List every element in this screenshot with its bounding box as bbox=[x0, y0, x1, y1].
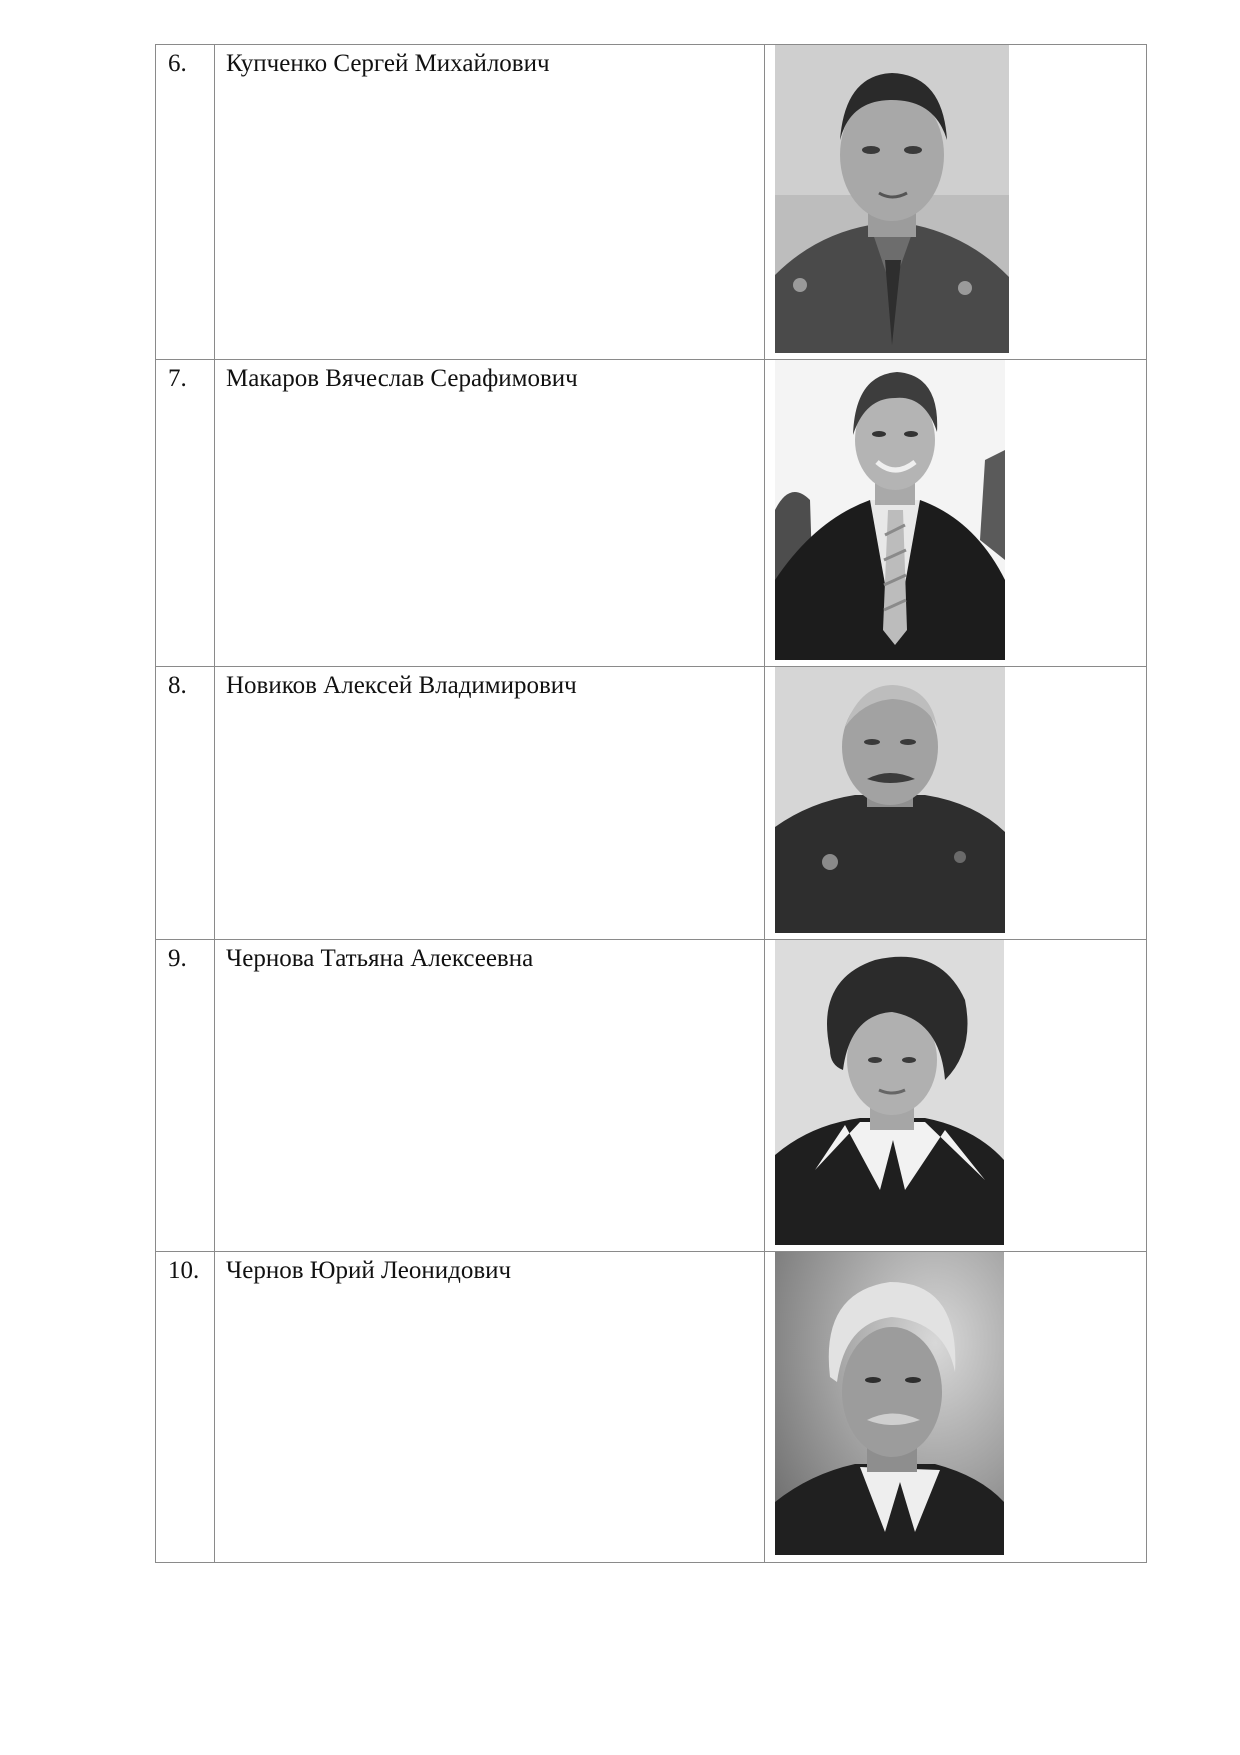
portrait-photo bbox=[775, 1252, 1004, 1555]
table-row bbox=[156, 360, 1147, 667]
photo-cell bbox=[765, 667, 1147, 940]
portrait-photo bbox=[775, 45, 1009, 353]
row-number: 8. bbox=[168, 672, 187, 699]
portrait-photo bbox=[775, 360, 1005, 660]
row-number-cell bbox=[156, 1252, 215, 1563]
person-name: Макаров Вячеслав Серафимович bbox=[226, 365, 578, 392]
table-row bbox=[156, 45, 1147, 360]
portrait-photo bbox=[775, 940, 1004, 1245]
name-cell bbox=[215, 360, 765, 667]
row-number-cell bbox=[156, 667, 215, 940]
row-number-cell bbox=[156, 360, 215, 667]
table-row bbox=[156, 1252, 1147, 1563]
people-table bbox=[155, 44, 1147, 1563]
name-cell bbox=[215, 1252, 765, 1563]
person-name: Купченко Сергей Михайлович bbox=[226, 50, 550, 77]
person-name: Чернов Юрий Леонидович bbox=[226, 1257, 512, 1284]
person-name: Новиков Алексей Владимирович bbox=[226, 672, 577, 699]
row-number: 7. bbox=[168, 365, 187, 392]
name-cell bbox=[215, 940, 765, 1252]
photo-cell bbox=[765, 45, 1147, 360]
row-number: 6. bbox=[168, 50, 187, 77]
name-cell bbox=[215, 45, 765, 360]
photo-cell bbox=[765, 360, 1147, 667]
person-name: Чернова Татьяна Алексеевна bbox=[226, 945, 534, 972]
row-number: 10. bbox=[168, 1257, 200, 1284]
row-number-cell bbox=[156, 940, 215, 1252]
table-row bbox=[156, 667, 1147, 940]
name-cell bbox=[215, 667, 765, 940]
photo-cell bbox=[765, 1252, 1147, 1563]
table-row bbox=[156, 940, 1147, 1252]
photo-cell bbox=[765, 940, 1147, 1252]
row-number-cell bbox=[156, 45, 215, 360]
row-number: 9. bbox=[168, 945, 187, 972]
portrait-photo bbox=[775, 667, 1005, 933]
